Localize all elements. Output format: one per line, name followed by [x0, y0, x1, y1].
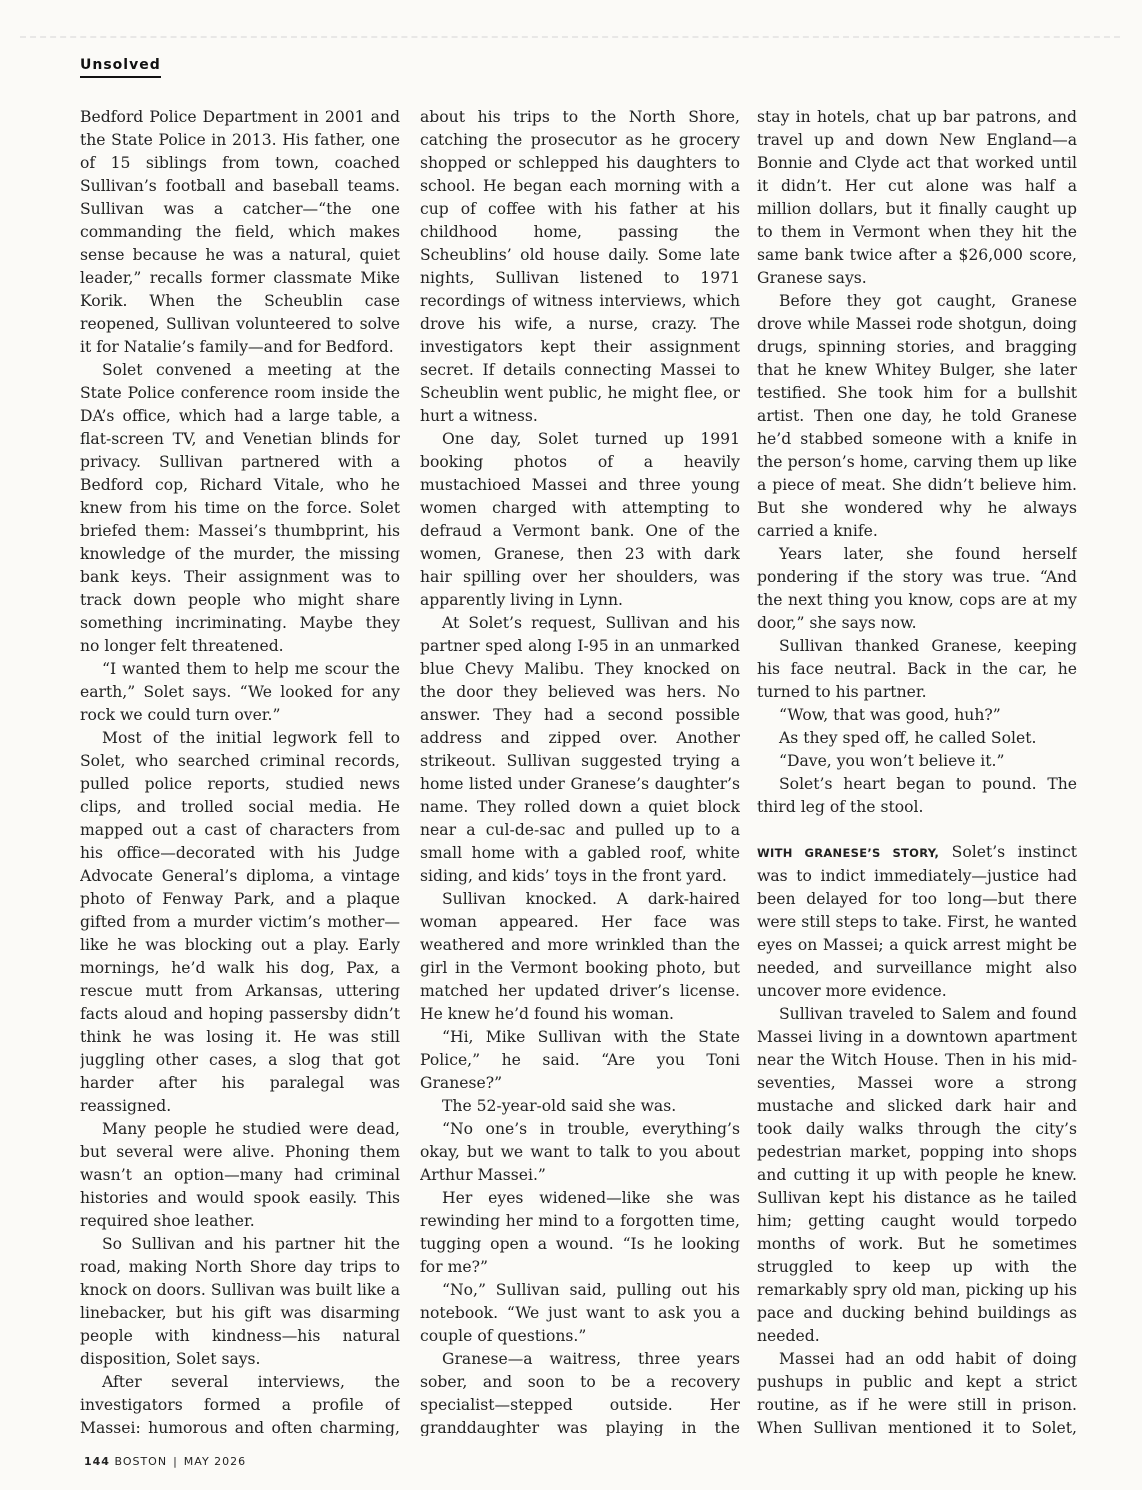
paragraph: Bedford Police Department in 2001 and the State Police in 2013. His father, one of 15 siblings from town, coached Sullivan’s football and baseball teams. Sullivan was a catcher—“the one commanding the field, which makes sense because he was a natural, quiet leader,” recalls former classmate Mike Korik. When the Scheublin case reopened, Sullivan volunteered to solve it for Natalie’s family—and for Bedford.	[80, 108, 400, 356]
paragraph: Many people he studied were dead, but several were alive. Phoning them wasn’t an option—many had criminal histories and would spook easily. This required shoe leather.	[80, 1120, 400, 1230]
paragraph: One day, Solet turned up 1991 booking photos of a heavily mustachioed Massei and three young women charged with attempting to defraud a Vermont bank. One of the women, Granese, then 23 with dark hair spilling over her shoulders, was apparently living in Lynn.	[420, 430, 740, 609]
paragraph: Sullivan knocked. A dark-haired woman appeared. Her face was weathered and more wrinkled than the girl in the Vermont booking photo, but matched her updated driver’s license. He knew he’d found his woman.	[420, 890, 740, 1023]
paragraph: So Sullivan and his partner hit the road, making North Shore day trips to knock on doors. Sullivan was built like a linebacker, but his gift was disarming people with kindness—his natural disposition, Solet says.	[80, 1235, 400, 1368]
paragraph-text: Solet’s instinct was to indict immediately—justice had been delayed for too long—but there were still steps to take. First, he wanted eyes on Massei; a quick arrest might be needed, and surveillance might also uncover more evidence.	[757, 843, 1077, 1000]
paragraph: The 52-year-old said she was.	[442, 1097, 677, 1115]
issue-date: MAY 2026	[183, 1455, 247, 1468]
section-label: Unsolved	[80, 57, 161, 78]
page-number: 144	[84, 1455, 110, 1468]
column-2	[420, 106, 740, 1436]
paragraph: Sullivan traveled to Salem and found Massei living in a downtown apartment near the Witch House. Then in his mid-seventies, Massei wore a strong mustache and slicked dark hair and took daily walks through the city’s pedestrian market, popping into shops and cutting it up with people he knew. Sullivan kept his distance as he tailed him; getting caught would torpedo months of work. But he sometimes struggled to keep up with the remarkably spry old man, picking up his pace and ducking behind buildings as needed.	[757, 1005, 1077, 1345]
paragraph: Before they got caught, Granese drove while Massei rode shotgun, doing drugs, spinning stories, and bragging that he knew Whitey Bulger, she later testified. She took him for a bullshit artist. Then one day, he told Granese he’d stabbed someone with a knife in the person’s home, carving them up like a piece of meat. She didn’t believe him. But she wondered why he always carried a knife.	[757, 292, 1077, 540]
column-3	[757, 106, 1077, 1436]
lead-in: WITH GRANESE’S STORY,	[757, 846, 940, 860]
paragraph: “No,” Sullivan said, pulling out his notebook. “We just want to ask you a couple of questions.”	[420, 1281, 740, 1345]
footer-separator: |	[173, 1455, 178, 1468]
paragraph: Her eyes widened—like she was rewinding her mind to a forgotten time, tugging open a wound. “Is he looking for me?”	[420, 1189, 740, 1276]
column-1	[80, 106, 400, 1436]
page-footer	[84, 1455, 246, 1468]
paragraph: Solet’s heart began to pound. The third leg of the stool.	[757, 775, 1077, 816]
section-break-paragraph	[757, 841, 1077, 1003]
magazine-name: BOSTON	[114, 1455, 168, 1468]
paragraph: Solet convened a meeting at the State Police conference room inside the DA’s office, which had a large table, a flat-screen TV, and Venetian blinds for privacy. Sullivan partnered with a Bedford cop, Richard Vitale, who he knew from his time on the force. Solet briefed them: Massei’s thumbprint, his knowledge of the murder, the missing bank keys. Their assignment was to track down people who might share something incriminating. Maybe they no longer felt threatened.	[80, 361, 400, 655]
paragraph: Granese—a waitress, three years sober, and soon to be a recovery specialist—stepped outside. Her granddaughter was playing in the	[420, 1350, 740, 1436]
paragraph: “Wow, that was good, huh?”	[779, 706, 1001, 724]
paragraph: After several interviews, the investigators formed a profile of Massei: humorous and often charming,	[80, 1373, 400, 1436]
paragraph: “Hi, Mike Sullivan with the State Police,” he said. “Are you Toni Granese?”	[420, 1028, 740, 1092]
paragraph: Years later, she found herself pondering if the story was true. “And the next thing you know, cops are at my door,” she says now.	[757, 545, 1077, 632]
paragraph: “No one’s in trouble, everything’s okay, but we want to talk to you about Arthur Massei.”	[420, 1120, 740, 1184]
top-rule	[20, 36, 1120, 39]
paragraph: At Solet’s request, Sullivan and his partner sped along I-95 in an unmarked blue Chevy Malibu. They knocked on the door they believed was hers. No answer. They had a second possible address and zipped over. Another strikeout. Sullivan suggested trying a home listed under Granese’s daughter’s name. They rolled down a quiet block near a cul-de-sac and pulled up to a small home with a gabled roof, white siding, and kids’ toys in the front yard.	[420, 614, 740, 885]
paragraph: stay in hotels, chat up bar patrons, and travel up and down New England—a Bonnie and Clyde act that worked until it didn’t. Her cut alone was half a million dollars, but it finally caught up to them in Vermont when they hit the same bank twice after a $26,000 score, Granese says.	[757, 108, 1077, 287]
paragraph: “Dave, you won’t believe it.”	[779, 752, 1005, 770]
paragraph: about his trips to the North Shore, catching the prosecutor as he grocery shopped or schlepped his daughters to school. He began each morning with a cup of coffee with his father at his childhood home, passing the Scheublins’ old house daily. Some late nights, Sullivan listened to 1971 recordings of witness interviews, which drove his wife, a nurse, crazy. The investigators kept their assignment secret. If details connecting Massei to Scheublin went public, he might flee, or hurt a witness.	[420, 108, 740, 425]
paragraph: Sullivan thanked Granese, keeping his face neutral. Back in the car, he turned to his partner.	[757, 637, 1077, 701]
paragraph: As they sped off, he called Solet.	[779, 729, 1037, 747]
paragraph: “I wanted them to help me scour the earth,” Solet says. “We looked for any rock we could turn over.”	[80, 660, 400, 724]
paragraph: Most of the initial legwork fell to Solet, who searched criminal records, pulled police reports, studied news clips, and trolled social media. He mapped out a cast of characters from his office—decorated with his Judge Advocate General’s diploma, a vintage photo of Fenway Park, and a plaque gifted from a murder victim’s mother—like he was blocking out a play. Early mornings, he’d walk his dog, Pax, a rescue mutt from Arkansas, uttering facts aloud and hoping passersby didn’t think he was losing it. He was still juggling other cases, a slog that got harder after his paralegal was reassigned.	[80, 729, 400, 1115]
paragraph: Massei had an odd habit of doing pushups in public and kept a strict routine, as if he were still in prison. When Sullivan mentioned it to Solet,	[757, 1350, 1077, 1436]
